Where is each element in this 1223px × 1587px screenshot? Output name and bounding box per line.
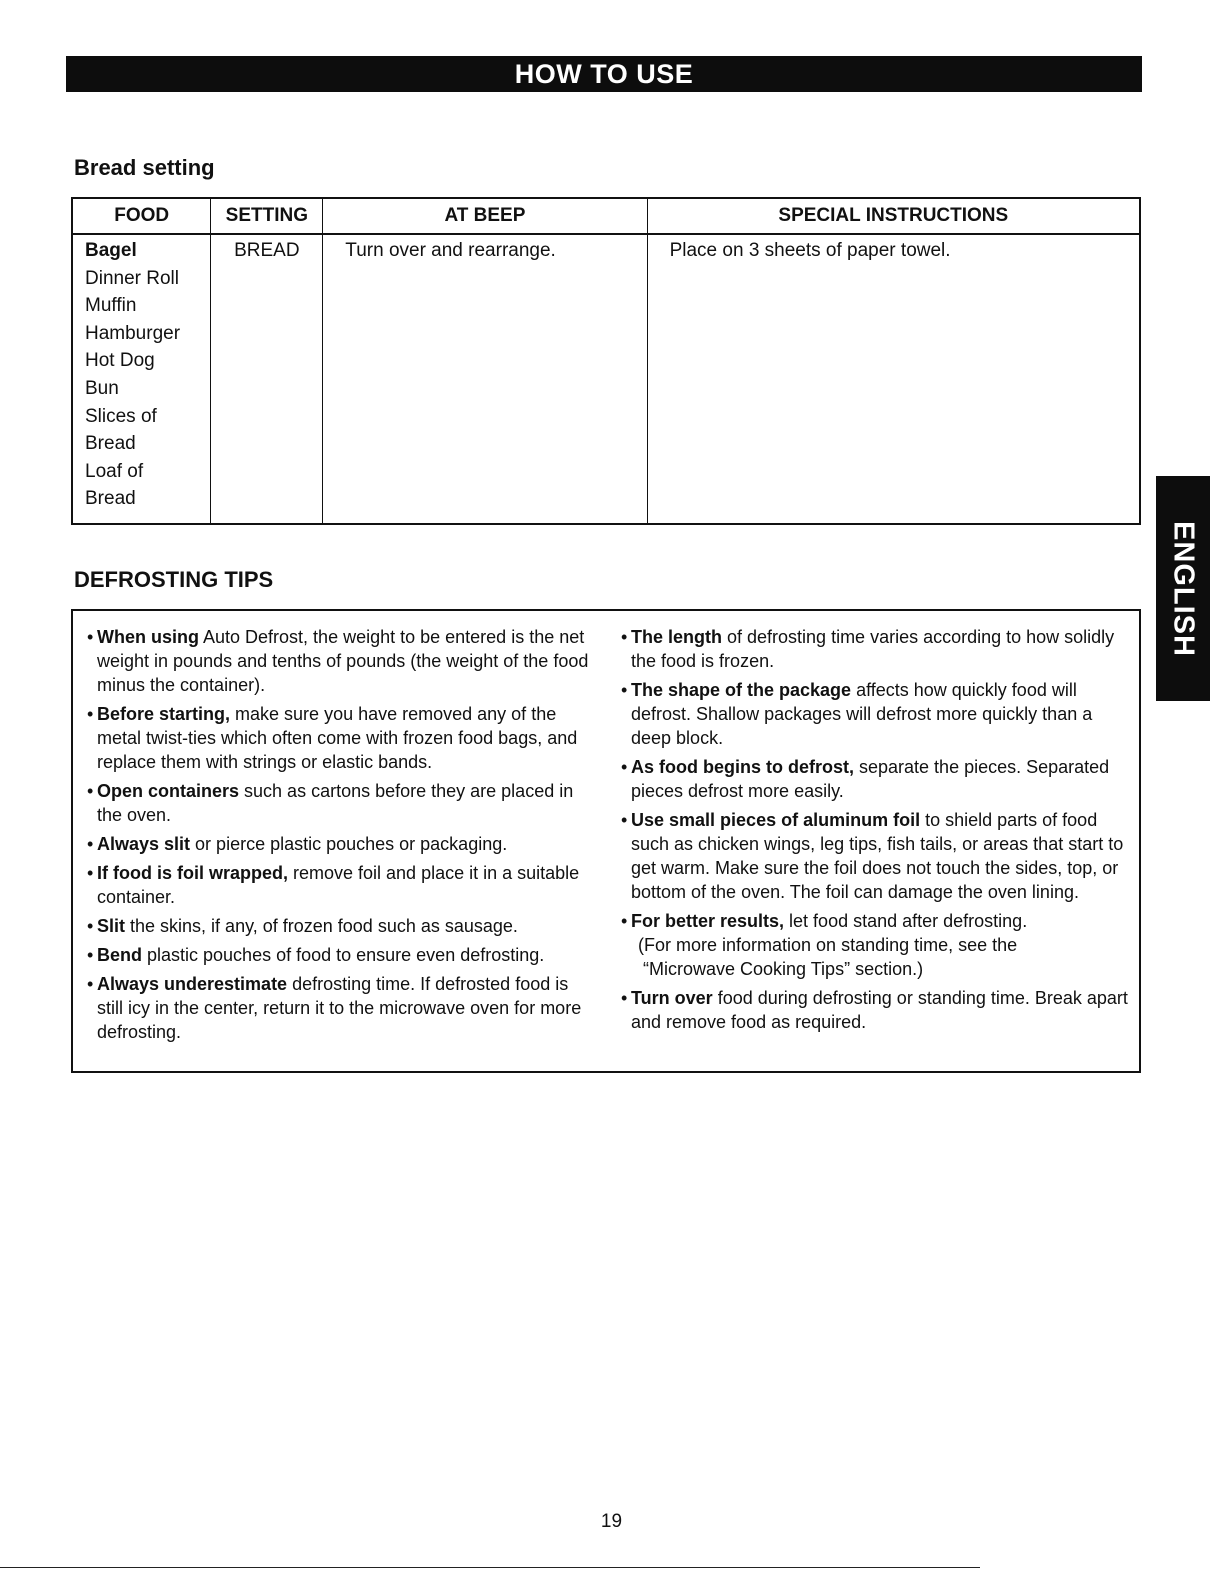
tip-item	[621, 986, 1131, 1034]
tip-lead: Turn over	[631, 988, 713, 1008]
language-tab-label: ENGLISH	[1167, 520, 1200, 657]
bullet-icon: •	[621, 627, 628, 647]
defrosting-tips-title: DEFROSTING TIPS	[74, 567, 274, 592]
tip-item	[87, 914, 597, 938]
tip-text: affects how quickly food will defrost. Shallow packages will defrost more quickly than a deep block.	[631, 680, 1093, 748]
tip-text: the skins, if any, of frozen food such as sausage.	[125, 916, 518, 936]
setting-cell	[211, 234, 323, 524]
at-beep-value: Turn over and rearrange.	[345, 240, 556, 261]
food-item: Bun	[85, 377, 119, 399]
column-header-special-instructions: SPECIAL INSTRUCTIONS	[647, 198, 1140, 234]
tip-text: make sure you have removed any of the metal twist-ties which often come with frozen food bags, and replace them with strings or elastic bands.	[97, 704, 578, 772]
tip-note: “Microwave Cooking Tips” section.)	[643, 959, 924, 979]
column-header-food: FOOD	[72, 198, 211, 234]
tip-text: let food stand after defrosting.	[784, 911, 1028, 931]
tip-lead: The shape of the package	[631, 680, 852, 700]
tip-lead: Always slit	[97, 834, 191, 854]
tip-item	[87, 972, 597, 1044]
bread-setting-title: Bread setting	[74, 155, 215, 180]
tips-right-column	[621, 625, 1131, 1039]
food-item: Hot Dog	[85, 350, 155, 372]
food-list-cell	[72, 234, 211, 524]
special-instructions-value: Place on 3 sheets of paper towel.	[669, 240, 951, 261]
tip-lead: For better results,	[631, 911, 785, 931]
bottom-divider	[0, 1567, 980, 1568]
bullet-icon: •	[87, 834, 94, 854]
food-item: Slices of	[85, 405, 157, 427]
tip-item	[87, 861, 597, 909]
bullet-icon: •	[87, 627, 94, 647]
bullet-icon: •	[621, 810, 628, 830]
bullet-icon: •	[87, 863, 94, 883]
language-side-tab	[1156, 476, 1210, 701]
tip-text: plastic pouches of food to ensure even defrosting.	[142, 945, 545, 965]
bullet-icon: •	[621, 680, 628, 700]
tip-item	[87, 702, 597, 774]
header-title: HOW TO USE	[514, 59, 694, 89]
tip-note: (For more information on standing time, see the	[638, 935, 1018, 955]
bullet-icon: •	[87, 974, 94, 994]
tips-left-column	[87, 625, 597, 1049]
tip-lead: As food begins to defrost,	[631, 757, 854, 777]
bullet-icon: •	[87, 704, 94, 724]
tip-lead: Always underestimate	[97, 974, 288, 994]
food-item: Muffin	[85, 295, 137, 317]
tip-lead: Slit	[97, 916, 126, 936]
food-item: Loaf of	[85, 460, 144, 482]
food-item: Bread	[85, 488, 136, 510]
tip-text: remove foil and place it in a suitable container.	[97, 863, 580, 907]
bullet-icon: •	[87, 916, 94, 936]
header-bar	[66, 56, 1142, 92]
tip-lead: Open containers	[97, 781, 240, 801]
tip-text: or pierce plastic pouches or packaging.	[190, 834, 508, 854]
bullet-icon: •	[87, 781, 94, 801]
tip-lead: When using	[97, 627, 199, 647]
tip-lead: Before starting,	[97, 704, 231, 724]
bullet-icon: •	[621, 988, 628, 1008]
bread-setting-table	[71, 197, 1141, 525]
food-item: Hamburger	[85, 322, 181, 344]
tip-item	[621, 678, 1131, 750]
column-header-at-beep: AT BEEP	[323, 198, 647, 234]
food-item: Bagel	[85, 240, 137, 261]
column-header-setting: SETTING	[211, 198, 323, 234]
page-number: 19	[600, 1511, 623, 1532]
food-item: Dinner Roll	[85, 267, 179, 289]
special-instructions-cell	[647, 234, 1140, 524]
tip-text: food during defrosting or standing time. Break apart and remove food as required.	[631, 988, 1128, 1032]
tip-text: Auto Defrost, the weight to be entered is the net weight in pounds and tenths of pounds (the weight of the food minus the container).	[97, 627, 589, 695]
tip-lead: If food is foil wrapped,	[97, 863, 288, 883]
bullet-icon: •	[621, 911, 628, 931]
table-header-row	[72, 198, 1140, 234]
tip-lead: Bend	[97, 945, 142, 965]
defrosting-tips-box	[71, 609, 1141, 1073]
tip-item	[87, 779, 597, 827]
tip-item	[621, 755, 1131, 803]
tip-item	[621, 625, 1131, 673]
tip-text: to shield parts of food such as chicken wings, leg tips, fish tails, or areas that start to get warm. Make sure the foil does not touch the sides, top, or bottom of the oven. The foil can damage the oven lining.	[631, 810, 1124, 902]
tip-text: separate the pieces. Separated pieces defrost more easily.	[631, 757, 1110, 801]
tip-text: defrosting time. If defrosted food is still icy in the center, return it to the microwave oven for more defrosting.	[97, 974, 582, 1042]
tip-lead: The length	[631, 627, 722, 647]
tip-text: of defrosting time varies according to how solidly the food is frozen.	[631, 627, 1115, 671]
tip-lead: Use small pieces of aluminum foil	[631, 810, 921, 830]
tip-item	[621, 909, 1131, 981]
tip-text: such as cartons before they are placed in the oven.	[97, 781, 574, 825]
bullet-icon: •	[621, 757, 628, 777]
food-item: Bread	[85, 433, 136, 455]
tip-item	[621, 808, 1131, 904]
table-row	[72, 234, 1140, 524]
tip-item	[87, 625, 597, 697]
at-beep-cell	[323, 234, 647, 524]
tip-item	[87, 832, 597, 856]
bullet-icon: •	[87, 945, 94, 965]
setting-value: BREAD	[234, 240, 300, 261]
tip-item	[87, 943, 597, 967]
